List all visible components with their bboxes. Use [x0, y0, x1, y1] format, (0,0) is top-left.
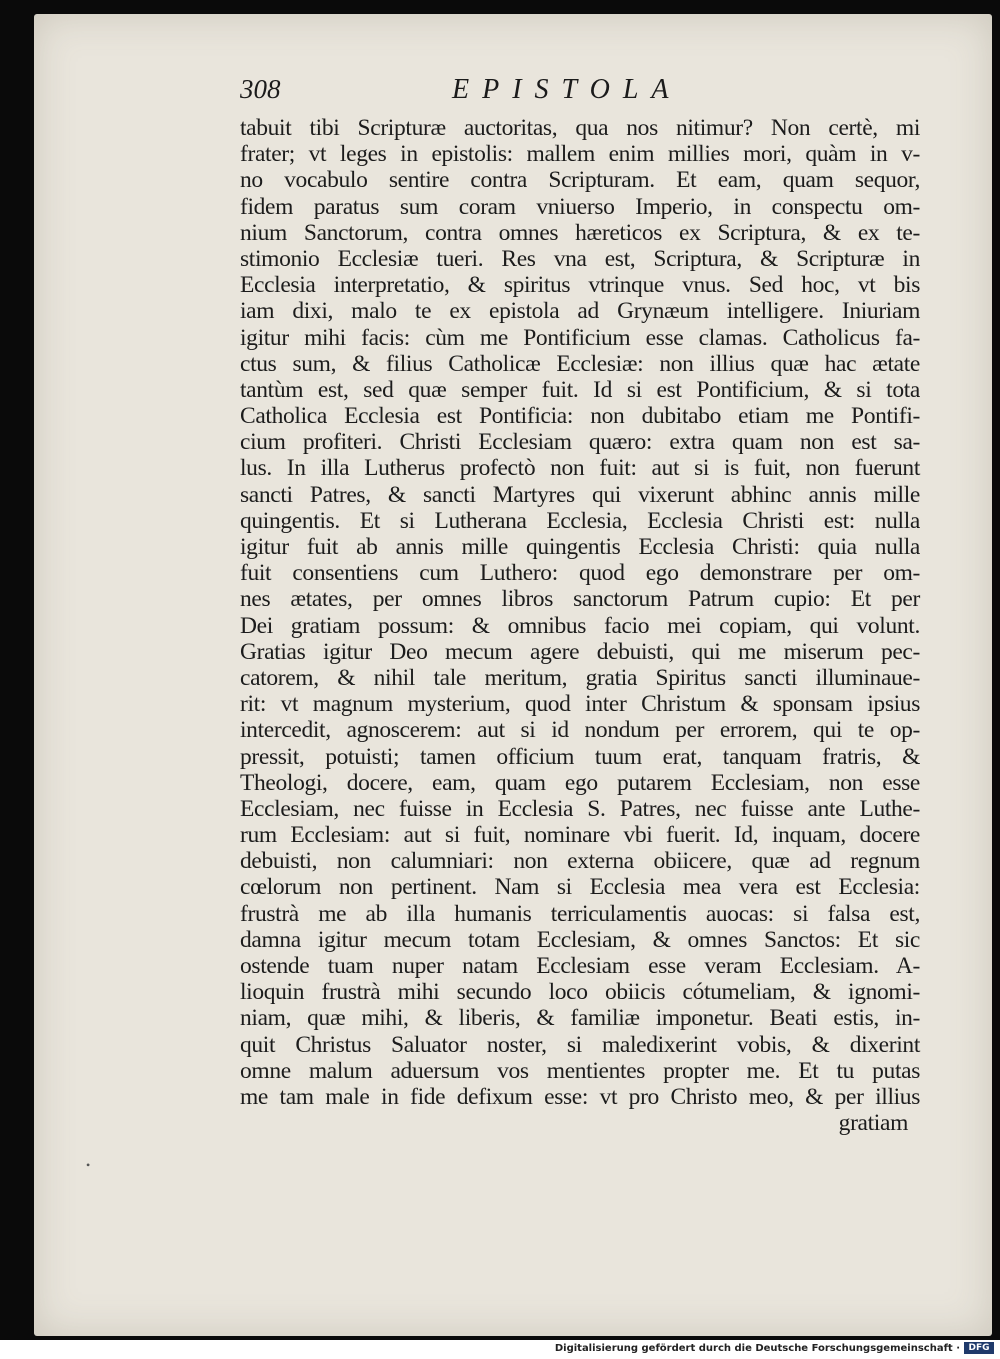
text-line: fidem paratus sum coram vniuerso Imperio, in conspectu om- — [240, 193, 920, 220]
text-line: Theologi, docere, eam, quam ego putarem Ecclesiam, non esse — [240, 769, 920, 796]
text-line: igitur mihi facis: cùm me Pontificium esse clamas. Catholicus fa- — [240, 324, 920, 351]
text-line: cœlorum non pertinent. Nam si Ecclesia mea vera est Ecclesia: — [240, 874, 920, 901]
text-line: lus. In illa Lutherus profectò non fuit: aut si is fuit, non fuerunt — [240, 455, 920, 482]
catchword: gratiam — [838, 1110, 908, 1137]
dfg-logo: DFG — [964, 1342, 994, 1354]
text-line: rum Ecclesiam: aut si fuit, nominare vbi fuerit. Id, inquam, docere — [240, 822, 920, 849]
page-number: 308 — [240, 74, 281, 104]
text-line: intercedit, agnoscerem: aut si id nondum per errorem, qui te op- — [240, 717, 920, 744]
text-line: me tam male in fide defixum esse: vt pro Christo meo, & per illius — [240, 1083, 920, 1110]
text-line: cium profiteri. Christi Ecclesiam quæro: extra quam non est sa- — [240, 429, 920, 456]
running-title: EPISTOLA — [452, 74, 682, 105]
text-line: tabuit tibi Scripturæ auctoritas, qua nos nitimur? Non certè, mi — [240, 115, 920, 141]
text-line: nium Sanctorum, contra omnes hæreticos ex Scriptura, & ex te- — [240, 219, 920, 246]
text-line: Dei gratiam possum: & omnibus facio mei copiam, qui volunt. — [240, 612, 920, 639]
text-line: debuisti, non calumniari: non externa obiicere, quæ ad regnum — [240, 848, 920, 875]
text-line: igitur fuit ab annis mille quingentis Ecclesia Christi: quia nulla — [240, 534, 920, 560]
page-header — [240, 74, 920, 114]
text-line: Gratias igitur Deo mecum agere debuisti, qui me miserum pec- — [240, 638, 920, 665]
text-line: stimonio Ecclesiæ tueri. Res vna est, Scriptura, & Scripturæ in — [240, 245, 920, 272]
text-line: Ecclesia interpretatio, & spiritus vtrinque vnus. Sed hoc, vt bis — [240, 272, 920, 299]
text-line: catorem, & nihil tale meritum, gratia Spiritus sancti illuminaue- — [240, 664, 920, 691]
text-line: rit: vt magnum mysterium, quod inter Christum & sponsam ipsius — [240, 691, 920, 718]
text-line: iam dixi, malo te ex epistola ad Grynæum intelligere. Iniuriam — [240, 298, 920, 325]
funding-credit: Digitalisierung gefördert durch die Deutsche Forschungsgemeinschaft · — [554, 1343, 960, 1354]
text-line: ctus sum, & filius Catholicæ Ecclesiæ: non illius quæ hac ætate — [240, 350, 920, 377]
body-text — [240, 115, 920, 1136]
text-line: frater; vt leges in epistolis: mallem enim millies mori, quàm in v- — [240, 141, 920, 168]
text-line: damna igitur mecum totam Ecclesiam, & omnes Sanctos: Et sic — [240, 926, 920, 953]
text-line: ostende tuam nuper natam Ecclesiam esse veram Ecclesiam. A- — [240, 953, 920, 979]
margin-mark: • — [86, 1158, 91, 1172]
text-line: Ecclesiam, nec fuisse in Ecclesia S. Patres, nec fuisse ante Luthe- — [240, 795, 920, 822]
text-line: quingentis. Et si Lutherana Ecclesia, Ecclesia Christi est: nulla — [240, 507, 920, 534]
text-line: fuit consentiens cum Luthero: quod ego demonstrare per om- — [240, 560, 920, 587]
text-line: niam, quæ mihi, & liberis, & familiæ imponetur. Beati estis, in- — [240, 1005, 920, 1032]
text-line: lioquin frustrà mihi secundo loco obiicis cótumeliam, & ignomi- — [240, 979, 920, 1006]
text-line: sancti Patres, & sancti Martyres qui vixerunt abhinc annis mille — [240, 481, 920, 508]
text-line: nes ætates, per omnes libros sanctorum Patrum cupio: Et per — [240, 586, 920, 613]
text-line: Catholica Ecclesia est Pontificia: non dubitabo etiam me Pontifi- — [240, 403, 920, 430]
text-line: tantùm est, sed quæ semper fuit. Id si est Pontificium, & si tota — [240, 376, 920, 403]
text-line: frustrà me ab illa humanis terriculamentis auocas: si falsa est, — [240, 900, 920, 927]
text-line: quit Christus Saluator noster, si maledixerint vobis, & dixerint — [240, 1031, 920, 1058]
text-line: no vocabulo sentire contra Scripturam. Et eam, quam sequor, — [240, 167, 920, 194]
text-line: pressit, potuisti; tamen officium tuum erat, tanquam fratris, & — [240, 743, 920, 770]
text-line: omne malum aduersum vos mentientes propter me. Et tu putas — [240, 1057, 920, 1084]
